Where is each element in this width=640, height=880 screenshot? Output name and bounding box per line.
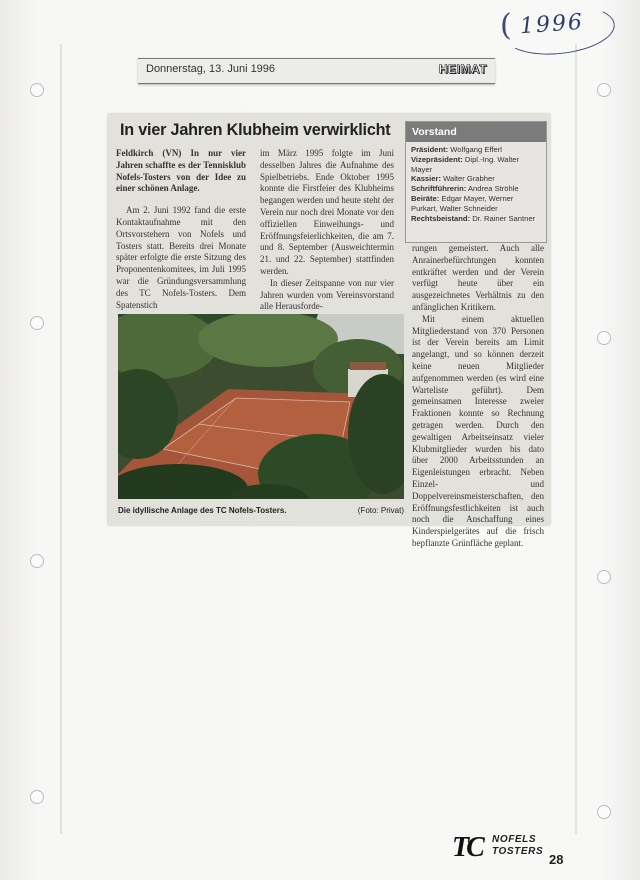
tennis-court-photo (118, 314, 404, 499)
punch-hole (597, 570, 611, 584)
board-row (411, 174, 541, 184)
article-paragraph: In dieser Zeitspanne von nur vier Jahren wurden vom Vereinsvorstand alle Herausforde- (260, 277, 394, 312)
punch-hole (597, 83, 611, 97)
board-role: Vizepräsident: (411, 154, 463, 164)
club-logo-line1: NOFELS (492, 834, 537, 845)
sleeve-edge-left (60, 44, 62, 834)
board-role: Kassier: (411, 174, 441, 184)
newspaper-clipping (108, 114, 550, 548)
punch-hole (30, 316, 44, 330)
club-logo-line2: TOSTERS (492, 846, 544, 857)
club-logo-mark: TC (452, 832, 482, 863)
article-paragraph: Mit einem aktuellen Mitgliederstand von 370 Personen ist der Verein bereits am Limit angelangt, und so können derzeit keine neuen Mitglieder aufgenommen werden (es wird eine Warteliste geführt). Dem gemeinsamen Interesse zweier Fraktionen konnte so Rechnung getragen werden. Durch den gewaltigen Arbeitseinsatz vieler Klubmitglieder wurden bis dato über 2000 Arbeitsstunden an Eigenleistungen erbracht. Neben Einzel- und Doppelvereinsmeisterschaften, den Eröffnungsfestlichkeiten ist auch noch die Anschaffung eines Kinderspielgerätes auf die frisch bepflanzte Grünfläche geplant. (412, 313, 544, 548)
punch-hole (30, 83, 44, 97)
article-paragraph: im März 1995 folgte im Juni desselben Jahres die Aufnahme des Spielbetriebs. Ende Oktober 1995 konnte die Firstfeier des Klubheims begangen werden und heute steht der Verein nur noch drei Monate vor den offiziellen Einweihungs- und Eröffnungsfeierlichkeiten, die am 7. und 8. September (Ausweichtermin 21. und 22. September) stattfinden werden. (260, 148, 394, 276)
handwritten-year: 1996 (519, 9, 585, 40)
board-member: Dipl.-Ing. Walter Mayer (411, 154, 520, 174)
page-number: 28 (549, 852, 564, 867)
section-logo: HEIMAT (438, 62, 487, 76)
article-column-2 (260, 148, 394, 313)
sleeve-edge-right (575, 44, 577, 834)
article-paragraph: rungen gemeistert. Auch alle Anrainerbefürchtungen konnten entkräftet werden und der Verein verfügt heute über ein ausgezeichnetes Verhältnis zu den anfänglichen Kritikern. (412, 243, 544, 312)
board-row (411, 155, 541, 175)
board-row (411, 145, 541, 155)
article-headline: In vier Jahren Klubheim verwirklicht (120, 120, 391, 139)
board-title: Vorstand (406, 122, 546, 142)
photo-credit: (Foto: Privat) (357, 506, 404, 515)
board-member: Edgar Mayer, Werner Purkart, Walter Schneider (411, 193, 514, 213)
article-lead: Feldkirch (VN) In nur vier Jahren schaffte es der Tennisklub Nofels-Tosters von der Idee zu einer schönen Anlage. (116, 148, 246, 194)
board-member: Andrea Ströhle (467, 184, 519, 194)
clipping-date-strip (138, 58, 495, 84)
punch-hole (30, 790, 44, 804)
club-logo (452, 832, 542, 866)
photo-caption: Die idyllische Anlage des TC Nofels-Tosters. (118, 506, 287, 515)
board-role: Rechtsbeistand: (411, 213, 471, 223)
handwritten-paren: ( (500, 8, 512, 43)
board-role: Präsident: (411, 145, 449, 154)
board-row (411, 194, 541, 214)
punch-hole (597, 331, 611, 345)
article-column-1 (116, 148, 246, 311)
tennis-court-image (118, 314, 404, 499)
board-box (405, 121, 547, 243)
punch-hole (597, 805, 611, 819)
board-member: Dr. Rainer Santner (472, 213, 536, 223)
photo-caption-line (118, 506, 404, 515)
board-member: Wolfgang Efferl (450, 145, 502, 154)
board-row (411, 214, 541, 224)
punch-hole (30, 554, 44, 568)
article-paragraph: Am 2. Juni 1992 fand die erste Kontaktaufnahme mit den Ortsvorstehern von Nofels und Tosters statt. Bereits drei Monate später erfolgte die erste Sitzung des Proponentenkomitees, im Juli 1995 war die Gründungsversammlung des TC Nofels-Tosters. Dem Spatenstich (116, 205, 246, 310)
board-role: Schriftführerin: (411, 184, 467, 194)
board-row (411, 184, 541, 194)
clipping-date: Donnerstag, 13. Juni 1996 (146, 63, 276, 75)
board-role: Beiräte: (411, 193, 440, 203)
board-list (406, 142, 546, 226)
article-column-3 (412, 243, 544, 550)
board-member: Walter Grabher (443, 174, 495, 184)
